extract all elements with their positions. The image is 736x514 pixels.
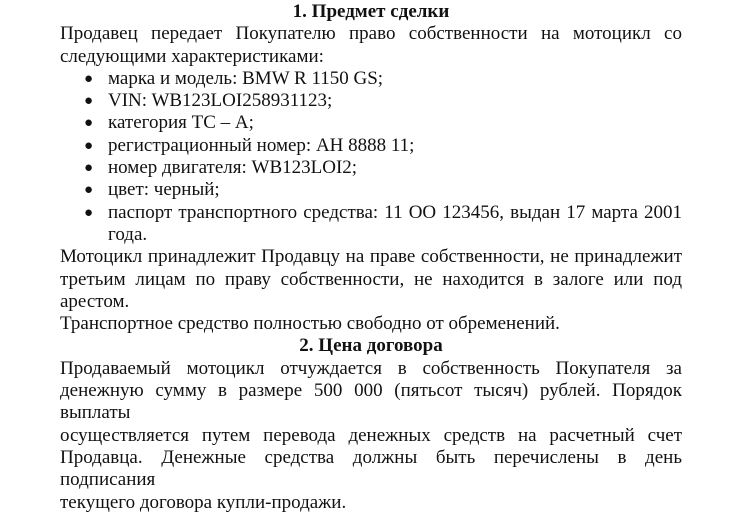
- list-item-text: марка и модель: BMW R 1150 GS;: [108, 67, 384, 89]
- list-item-text: цвет: черный;: [108, 179, 220, 201]
- bullet-icon: ●: [84, 93, 94, 110]
- section-1-intro-line: следующими характеристиками:: [60, 45, 324, 67]
- list-item-text: паспорт транспортного средства: 11 ОО 123456, выдан 17 марта 2001: [108, 201, 682, 223]
- list-item-text: номер двигателя: WB123LOI2;: [108, 157, 358, 179]
- list-item: [60, 90, 682, 112]
- document: [60, 1, 682, 514]
- section-1-paragraph-line: Транспортное средство полностью свободно от обременений.: [60, 313, 560, 335]
- section-2-paragraph-line: Продаваемый мотоцикл отчуждается в собственность Покупателя за: [60, 357, 682, 379]
- section-2-paragraph-line: текущего договора купли-продажи.: [60, 491, 347, 513]
- list-item: [60, 179, 682, 201]
- bullet-icon: ●: [84, 70, 94, 87]
- list-item-text: VIN: WB123LOI258931123;: [108, 90, 333, 112]
- bullet-icon: ●: [84, 160, 94, 177]
- vehicle-characteristics-list: [60, 68, 682, 246]
- list-item: [60, 135, 682, 157]
- list-item: [60, 112, 682, 134]
- list-item: [60, 202, 682, 247]
- bullet-icon: ●: [84, 137, 94, 154]
- section-2-paragraph-line: денежную сумму в размере 500 000 (пятьсот тысяч) рублей. Порядок выплаты: [60, 380, 682, 424]
- list-item: [60, 68, 682, 90]
- section-2-heading: 2. Цена договора: [299, 335, 443, 357]
- section-1-heading: 1. Предмет сделки: [292, 1, 450, 22]
- section-1-paragraph-line: Мотоцикл принадлежит Продавцу на праве собственности, не принадлежит: [60, 246, 682, 268]
- list-item: [60, 157, 682, 179]
- section-1-paragraph-line: третьим лицам по праву собственности, не находится в залоге или под арестом.: [60, 268, 682, 312]
- list-item-text: категория ТС – А;: [108, 112, 254, 134]
- list-item-text: регистрационный номер: АН 8888 11;: [108, 134, 415, 156]
- section-2-paragraph-line: осуществляется путем перевода денежных средств на расчетный счет: [60, 424, 682, 446]
- bullet-icon: ●: [84, 182, 94, 199]
- section-1-intro-line: Продавец передает Покупателю право собственности на мотоцикл со: [60, 23, 682, 45]
- bullet-icon: ●: [84, 204, 94, 221]
- section-2-paragraph-line: Продавца. Денежные средства должны быть перечислены в день подписания: [60, 446, 682, 491]
- list-item-text: года.: [108, 223, 148, 245]
- bullet-icon: ●: [84, 115, 94, 132]
